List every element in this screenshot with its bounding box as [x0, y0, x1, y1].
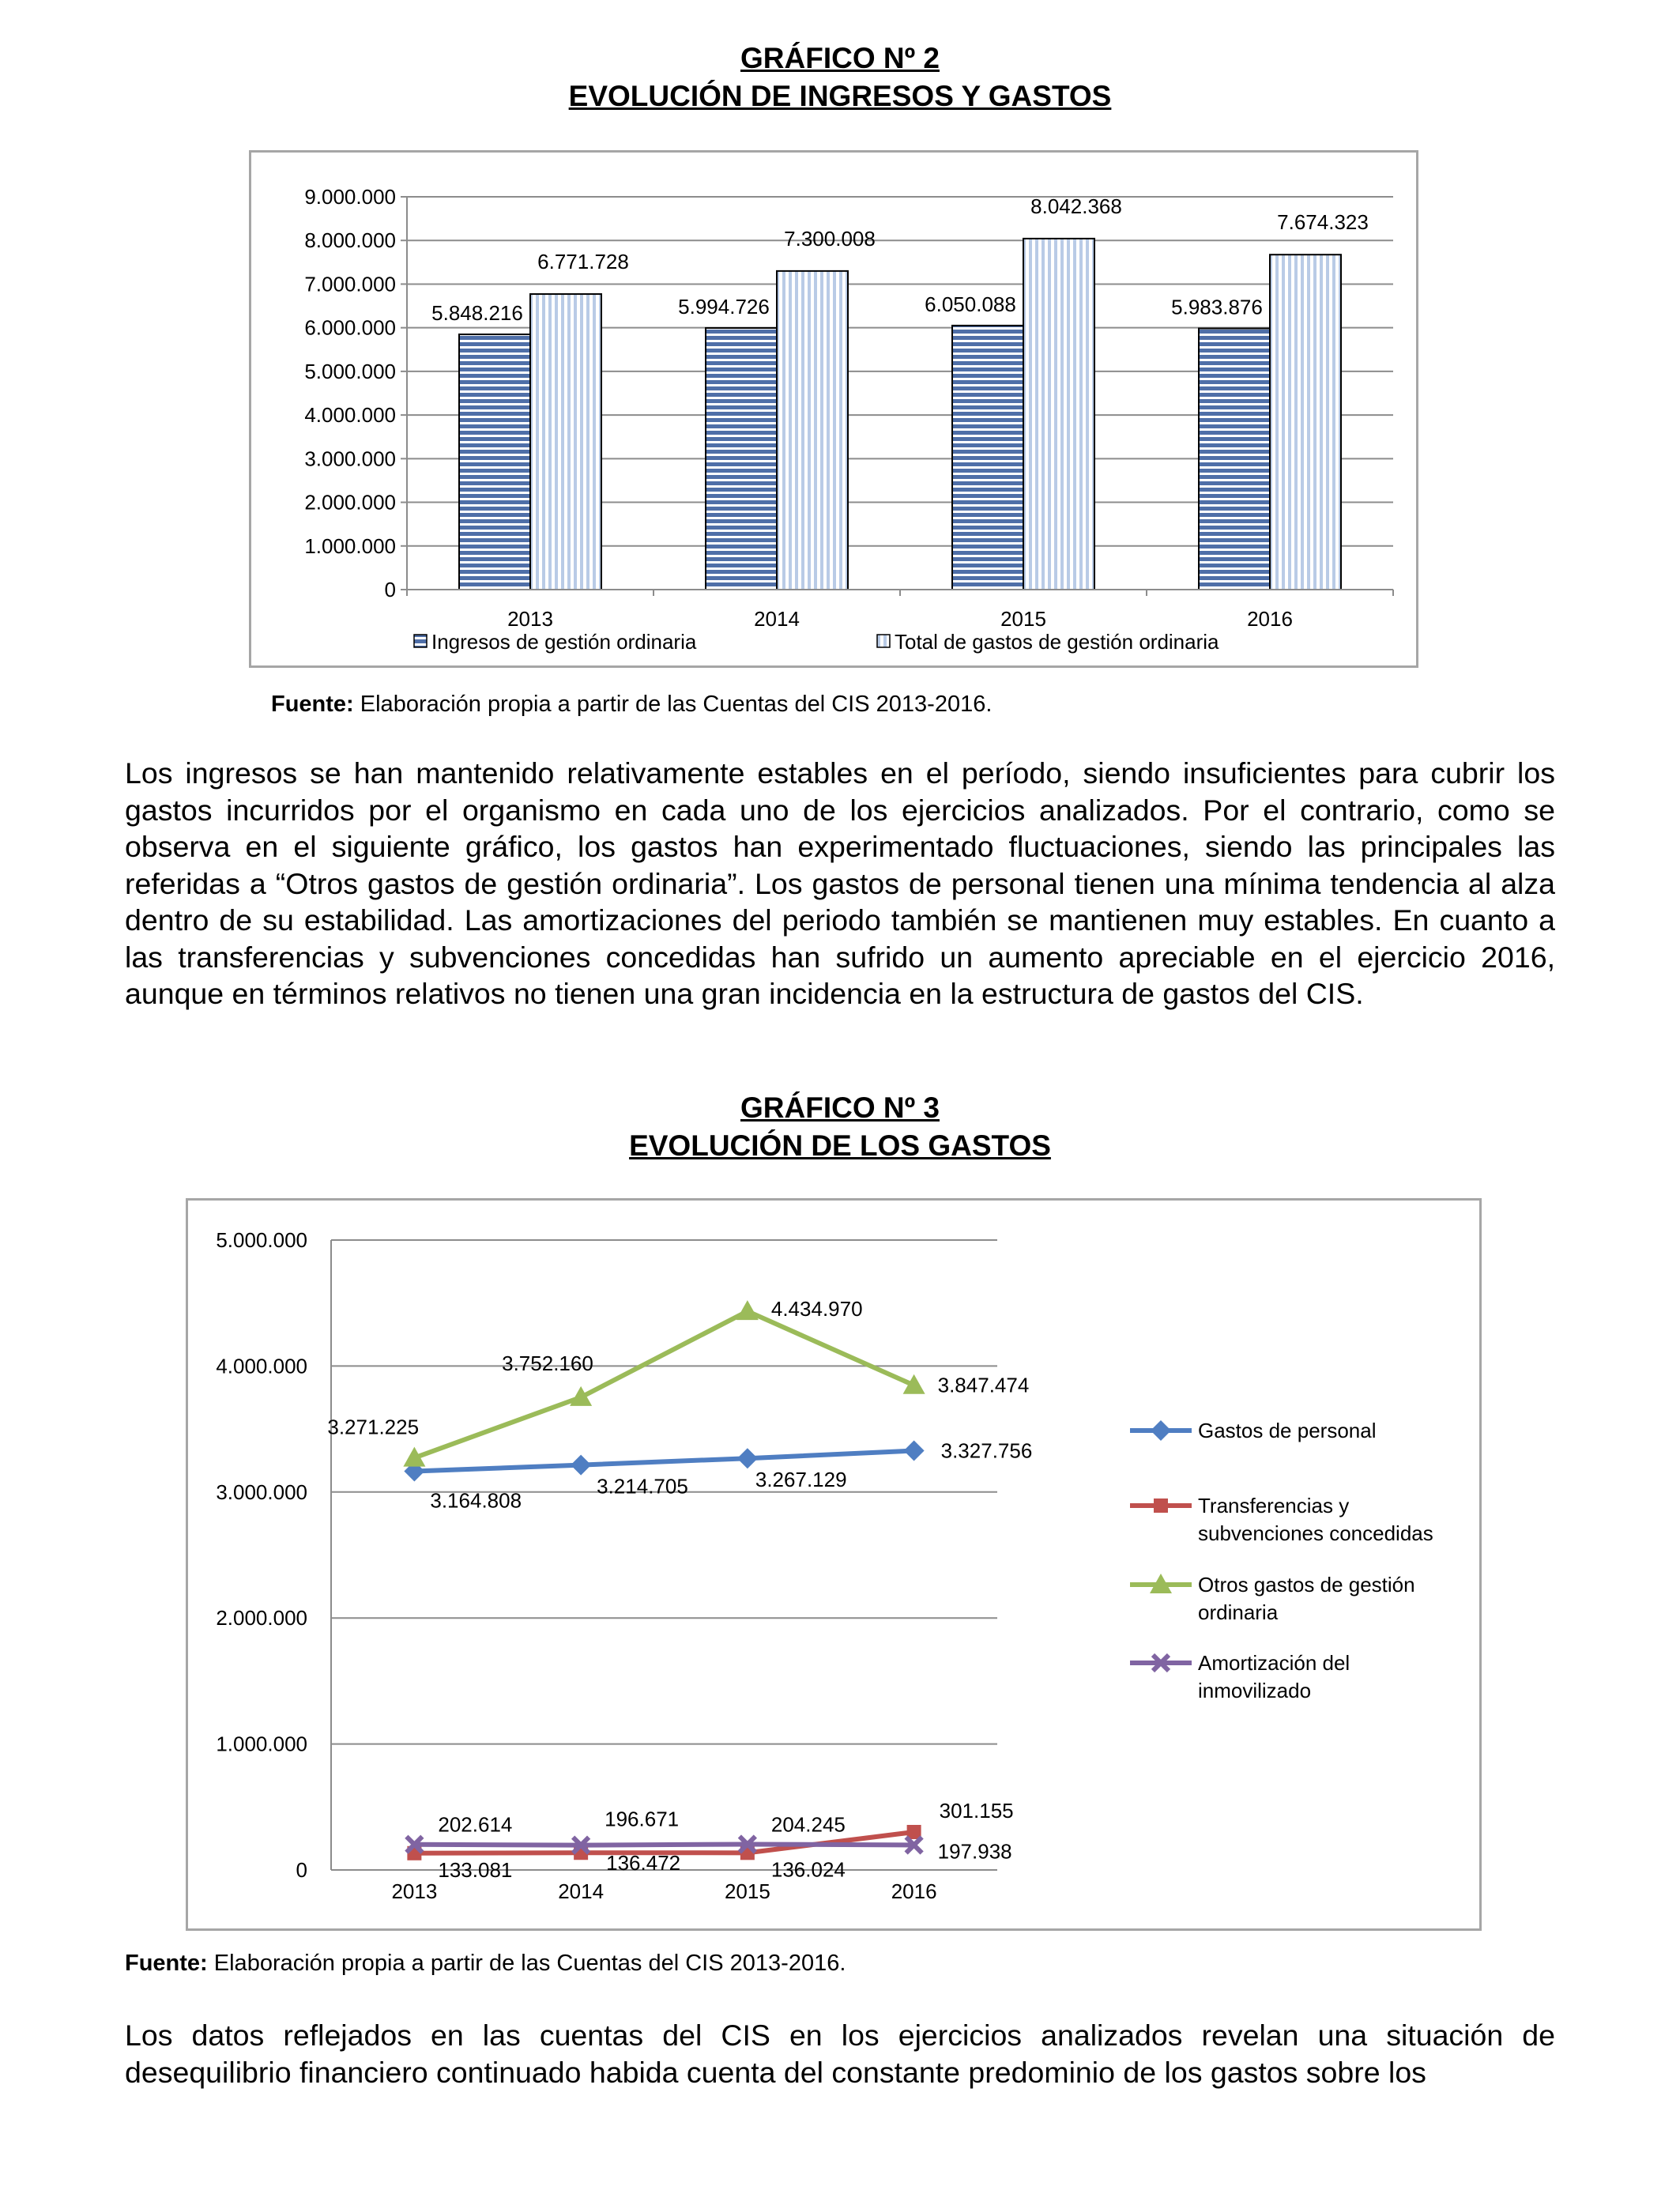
- line-data-label: 3.271.225: [327, 1415, 420, 1439]
- line-marker-triangle: [736, 1300, 759, 1320]
- x-tick-label: 2013: [507, 607, 553, 631]
- bar-data-label: 7.300.008: [784, 226, 876, 251]
- y-tick-label: 5.000.000: [216, 1228, 307, 1252]
- y-tick-label: 5.000.000: [304, 359, 396, 383]
- legend-swatch: [414, 635, 427, 647]
- x-tick-label: 2016: [1247, 607, 1293, 631]
- bar-data-label: 5.848.216: [431, 301, 523, 326]
- chart2-source: [125, 1949, 846, 1977]
- line-data-label: 301.155: [939, 1798, 1014, 1823]
- bar-ingresos: [706, 328, 777, 590]
- bar-data-label: 6.771.728: [537, 250, 629, 274]
- chart1-source-text: Elaboración propia a partir de las Cuentas del CIS 2013-2016.: [353, 692, 993, 717]
- line-data-label: 3.327.756: [940, 1438, 1033, 1463]
- bar-gastos: [1270, 254, 1341, 590]
- y-tick-label: 3.000.000: [216, 1480, 307, 1504]
- chart1-title-line2: EVOLUCIÓN DE INGRESOS Y GASTOS: [568, 80, 1112, 112]
- line-marker-triangle: [570, 1386, 592, 1406]
- x-tick-label: 2015: [724, 1879, 770, 1903]
- bar-data-label: 6.050.088: [925, 292, 1016, 316]
- y-tick-label: 0: [384, 578, 396, 601]
- line-data-label: 204.245: [770, 1812, 846, 1837]
- y-tick-label: 9.000.000: [304, 185, 396, 209]
- line-data-label: 197.938: [937, 1839, 1012, 1864]
- chart1-bar-chart: [251, 153, 1416, 665]
- legend-label: Ingresos de gestión ordinaria: [431, 630, 697, 654]
- bar-gastos: [530, 294, 601, 590]
- y-tick-label: 0: [296, 1858, 307, 1882]
- y-tick-label: 2.000.000: [216, 1606, 307, 1630]
- bar-data-label: 7.674.323: [1277, 210, 1369, 235]
- chart1-source: [271, 690, 992, 718]
- y-tick-label: 2.000.000: [304, 490, 396, 515]
- line-data-label: 3.214.705: [597, 1474, 688, 1498]
- chart2-source-text: Elaboración propia a partir de las Cuentas del CIS 2013-2016.: [207, 1951, 846, 1976]
- line-marker-diamond: [737, 1448, 758, 1468]
- y-tick-label: 1.000.000: [304, 533, 396, 558]
- y-tick-label: 4.000.000: [304, 403, 396, 428]
- legend-label: Transferencias y: [1198, 1494, 1350, 1517]
- line-data-label: 3.847.474: [937, 1373, 1030, 1397]
- legend-label: Gastos de personal: [1198, 1419, 1377, 1442]
- line-marker-diamond: [904, 1441, 925, 1461]
- legend-label: inmovilizado: [1198, 1679, 1312, 1702]
- chart1-frame: [249, 150, 1418, 668]
- series-line: [414, 1311, 913, 1458]
- line-data-label: 3.752.160: [502, 1351, 593, 1375]
- x-tick-label: 2015: [1000, 607, 1046, 631]
- bar-ingresos: [952, 326, 1023, 590]
- line-data-label: 3.164.808: [430, 1488, 522, 1513]
- bar-gastos: [777, 271, 848, 590]
- chart2-frame: [186, 1198, 1482, 1931]
- chart2-title-line1: GRÁFICO Nº 3: [740, 1091, 940, 1124]
- chart2-title-line2: EVOLUCIÓN DE LOS GASTOS: [629, 1129, 1051, 1162]
- legend-label: Total de gastos de gestión ordinaria: [895, 630, 1219, 654]
- bar-data-label: 8.042.368: [1030, 194, 1122, 218]
- line-data-label: 133.081: [438, 1857, 513, 1882]
- line-data-label: 196.671: [605, 1807, 680, 1831]
- x-tick-label: 2013: [391, 1879, 438, 1903]
- line-data-label: 4.434.970: [770, 1297, 863, 1321]
- legend-label: Otros gastos de gestión: [1198, 1573, 1415, 1596]
- bar-gastos: [1023, 239, 1094, 590]
- line-marker-square: [1154, 1498, 1168, 1513]
- line-marker-diamond: [1151, 1420, 1171, 1441]
- x-tick-label: 2014: [754, 607, 800, 631]
- line-data-label: 202.614: [438, 1812, 513, 1837]
- line-data-label: 136.024: [770, 1857, 846, 1882]
- series-line: [414, 1844, 913, 1845]
- x-tick-label: 2014: [558, 1879, 605, 1903]
- y-tick-label: 4.000.000: [216, 1354, 307, 1378]
- x-tick-label: 2016: [891, 1879, 937, 1903]
- chart2-source-label: Fuente:: [125, 1951, 208, 1976]
- y-tick-label: 7.000.000: [304, 272, 396, 296]
- legend-swatch: [877, 635, 890, 647]
- body-paragraph-1: Los ingresos se han mantenido relativamente estables en el período, siendo insuficientes para cubrir los gastos incurridos por el organismo en cada uno de los ejercicios analizados. Por el contrario, como se observa en el siguiente gráfico, los gastos han experimentado fluctuaciones, siendo las principales las referidas a “Otros gastos de gestión ordinaria”. Los gastos de personal tienen una mínima tendencia al alza dentro de su estabilidad. Las amortizaciones del periodo también se mantienen muy estables. En cuanto a las transferencias y subvenciones concedidas han sufrido un aumento apreciable en el ejercicio 2016, aunque en términos relativos no tienen una gran incidencia en la estructura de gastos del CIS.: [125, 756, 1555, 1010]
- body-paragraph-2: Los datos reflejados en las cuentas del CIS en los ejercicios analizados revelan una situación de desequilibrio financiero continuado habida cuenta del constante predominio de los gastos sobre los: [125, 2019, 1555, 2089]
- line-data-label: 136.472: [606, 1851, 681, 1875]
- bar-ingresos: [1199, 329, 1270, 590]
- bar-ingresos: [459, 334, 530, 590]
- legend-label: Amortización del: [1198, 1651, 1350, 1675]
- line-marker-diamond: [571, 1455, 591, 1476]
- bar-data-label: 5.983.876: [1171, 295, 1263, 319]
- line-data-label: 3.267.129: [755, 1468, 847, 1492]
- chart2-line-chart: [188, 1201, 1479, 1928]
- y-tick-label: 8.000.000: [304, 228, 396, 253]
- chart1-title-line1: GRÁFICO Nº 2: [740, 42, 940, 74]
- chart1-source-label: Fuente:: [271, 692, 354, 717]
- bar-data-label: 5.994.726: [678, 294, 770, 319]
- y-tick-label: 1.000.000: [216, 1732, 307, 1756]
- legend-label: ordinaria: [1198, 1600, 1279, 1624]
- legend-label: subvenciones concedidas: [1198, 1521, 1433, 1545]
- y-tick-label: 3.000.000: [304, 447, 396, 471]
- y-tick-label: 6.000.000: [304, 315, 396, 340]
